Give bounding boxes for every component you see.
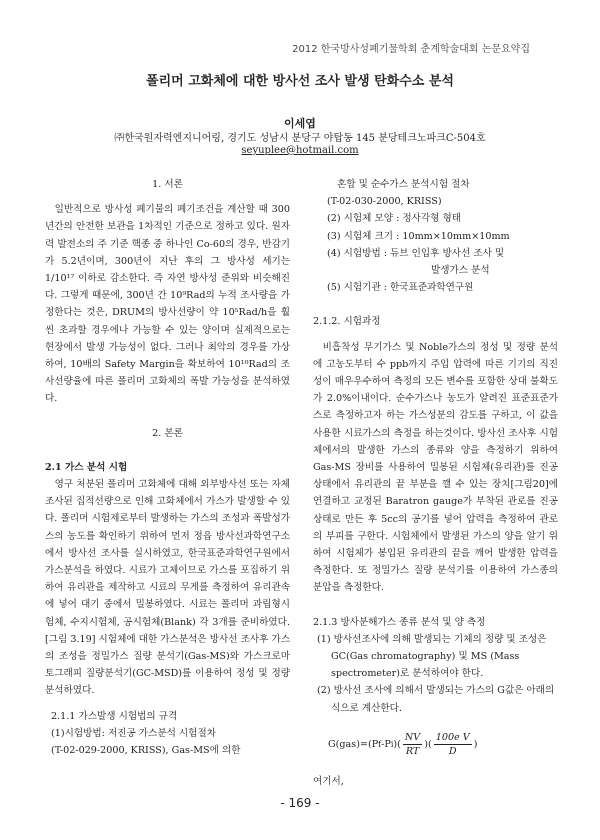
test-method-cont-1: 혼합 및 순수가스 분석시험 절차 xyxy=(337,179,470,190)
subsection-2-1-1-title: 2.1.1 가스발생 시험법의 규격 xyxy=(51,710,178,722)
where-label: 여기서, xyxy=(313,775,344,787)
right-column xyxy=(313,176,558,790)
formula-sep: )( xyxy=(424,739,432,751)
author-affiliation: ㈜한국원자력엔지니어링, 경기도 성남시 분당구 야탑동 145 분당테크노파크C-504호 xyxy=(114,133,486,144)
formula-minus: -P xyxy=(381,739,391,751)
fraction-1-denominator: RT xyxy=(405,746,420,758)
spec-item-method-cont: 발생가스 분석 xyxy=(431,265,490,277)
list-item-1: (1) 방사선조사에 의해 발생되는 기체의 정량 및 조성은 GC(Gas chromatography) 및 MS (Mass spectrometer)로 분석하여야 한다. xyxy=(317,633,547,680)
formula-sub-i: i xyxy=(390,740,394,750)
section-2-title: 2. 본론 xyxy=(152,427,183,439)
subsection-2-1-paragraph: 영구 처분된 폴리머 고화체에 대해 외부방사선 또는 자체 조사된 집적선량으로 인해 고화체에서 가스가 발생할 수 있다. 폴리머 시험제로부터 발생하는 가스의 조성과 폭발성가스의 농도를 확인하기 위하여 먼저 정읍 방사선과학연구소에서 방사선 조사를 실시하였고, 한국표준과학연구원에서 가스분석을 하였다. 시료가 고체이므로 가스를 포집하기 위하여 유리관을 제작하고 시료의 무게를 측정하여 유리관속에 넣어 대기 중에서 밀봉하였다. 시료는 폴리머 과립형시험체, 수지시험체, 공시험체(Blank) 각 3개를 준비하였다.[그림 3.19] 시험체에 대한 가스분석은 방사선 조사후 가스의 조성을 정밀가스 질량 분석기(Gas-MS)와 가스크로마토그래피 질량분석기(GC-MSD)를 이용하여 정성 및 정량 분석하였다. xyxy=(45,479,290,697)
subsection-2-1-2-paragraph: 비흡착성 무기가스 및 Noble가스의 정성 및 정량 분석에 고농도부터 수 ppb까지 주입 압력에 따른 기기의 직진성이 매우우수하여 측정의 모든 변수를 포함한 상대 불확도가 2.0%이내이다. 순수가스나 농도가 알려진 표준표준가스로 측정하고자 하는 가스성분의 감도를 구하고, 이 값을 사용한 시료가스의 측정을 하는것이다. 방사선 조사후 시험체에서의 발생한 가스의 종류와 양을 측정하기 위하여 Gas-MS 장비를 사용하여 밀봉된 시험체(유리관)를 진공상태에서 유리관의 끝 부분을 깰 수 있는 장치[그림20]에 연결하고 교정된 Baratron gauge가 부착된 관로를 진공상태로 만든 후 5cc의 공기를 넣어 압력을 측정하여 관로의 부피를 구한다. 시험체에서 발생된 가스의 양을 알기 위하여 시험체가 봉입된 유리관의 끝을 깨어 발생한 압력을 측정한다. 또 정밀가스 질량 분석기를 이용하여 가스종의 분압을 측정한다. xyxy=(313,341,558,594)
spec-item-size: (3) 시험체 크기 : 10mm×10mm×10mm xyxy=(327,230,510,242)
spec-item-institution: (5) 시험기관 : 한국표준과학연구원 xyxy=(327,282,474,294)
formula-lhs: G(gas)=(P xyxy=(328,739,379,751)
formula-paren: )( xyxy=(393,739,401,751)
formula-end: ) xyxy=(473,739,478,751)
subsection-2-1-title: 2.1 가스 분석 시험 xyxy=(45,461,128,473)
page-number: - 169 - xyxy=(280,796,320,810)
fraction-100ev-d xyxy=(434,731,472,758)
running-header: 2012 한국방사성폐기물학회 춘계학술대회 논문요약집 xyxy=(292,44,530,55)
formula-sub-f: f xyxy=(378,740,382,750)
intro-paragraph: 일반적으로 방사성 폐기물의 폐기조건을 계산할 때 300년간의 안전한 보관을 1차적인 기준으로 정하고 있다. 원자력 발전소의 주 기준 핵종 중 하나인 Co-60의 경우, 반감기가 5.2년이며, 300년이 지난 후의 그 방사성 세기는 1/10¹⁷ 이하로 감소한다. 즉 자연 방사성 준위와 비슷해진다. 그렇게 때문에, 300년 간 10⁹Rad의 누적 조사량을 가정한다는 것은, DRUM의 방사선량이 약 10⁵Rad/h을 훨씬 초과할 경우에나 가능할 수 있는 양이며 실제적으로는 현장에서 발생 가능성이 없다. 그러나 최악의 경우를 가상하여, 10배의 Safety Margin을 확보하여 10¹⁰Rad의 조사선량율에 따른 폴리머 고화체의 폭발 가능성을 분석하였다. xyxy=(45,204,290,405)
fraction-2-numerator: 100e V xyxy=(435,732,470,744)
subsection-2-1-2-title: 2.1.2. 시험과정 xyxy=(313,316,381,328)
left-column xyxy=(45,176,290,759)
fraction-nv-rt xyxy=(403,731,422,758)
spec-item-method: (4) 시험방법 : 듀브 인입후 방사선 조사 및 xyxy=(327,247,505,259)
fraction-2-denominator: D xyxy=(448,746,457,758)
fraction-1-numerator: NV xyxy=(404,732,421,744)
author-name: 이세엽 xyxy=(284,117,316,130)
g-value-formula xyxy=(313,725,558,765)
paper-title: 폴리머 고화체에 대한 방사선 조사 발생 탄화수소 분석 xyxy=(146,74,454,89)
test-method-cont-2: (T-02-030-2000, KRISS) xyxy=(327,196,442,208)
author-email[interactable]: seyuplee@hotmail.com xyxy=(241,145,359,156)
test-method-item-cont: (T-02-029-2000, KRISS), Gas-MS에 의한 xyxy=(51,745,241,757)
subsection-2-1-3-title: 2.1.3 방사분해가스 종류 분석 및 양 측정 xyxy=(313,616,486,628)
test-method-item: (1)시험방법: 저진공 가스분석 시험절차 xyxy=(51,727,216,739)
list-item-2: (2) 방사선 조사에 의해서 발생되는 가스의 G값은 아래의 식으로 계산한다. xyxy=(317,685,555,714)
spec-item-shape: (2) 시험체 모양 : 정사각형 형태 xyxy=(327,213,462,225)
section-1-title: 1. 서론 xyxy=(152,179,183,190)
